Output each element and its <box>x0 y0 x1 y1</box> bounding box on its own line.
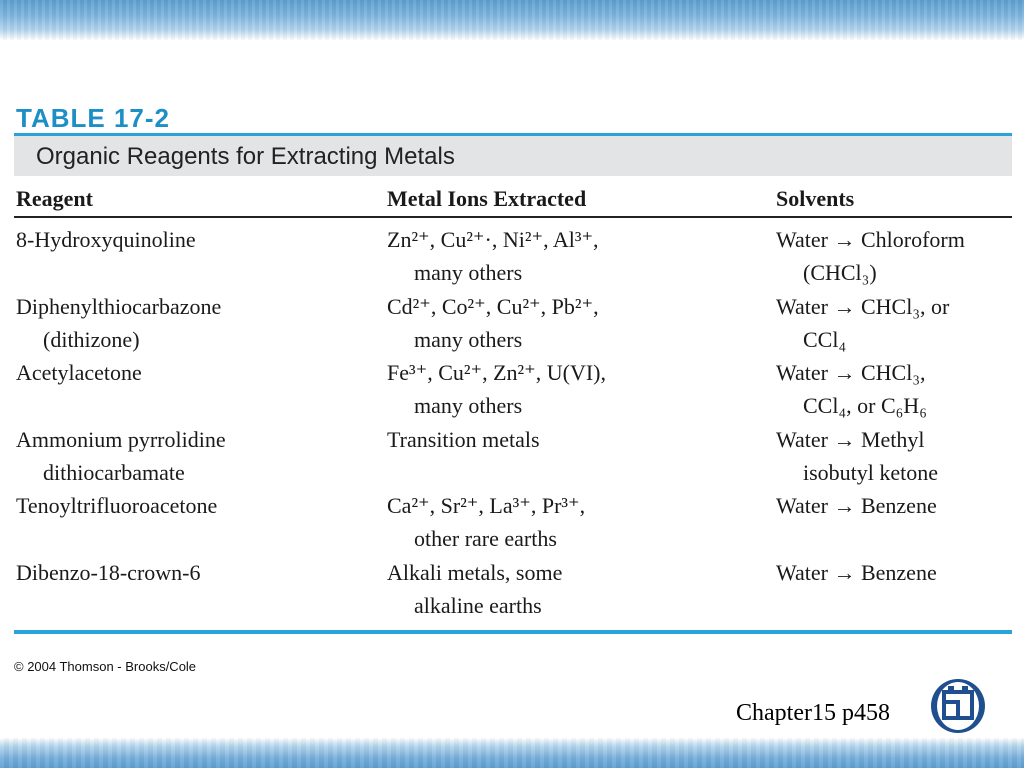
cell-reagent <box>16 290 221 356</box>
cell-metal-ions <box>387 556 562 622</box>
cell-line: Ca²⁺, Sr²⁺, La³⁺, Pr³⁺, <box>387 493 586 518</box>
header-metal-ions: Metal Ions Extracted <box>387 186 587 211</box>
cell-line: Alkali metals, some <box>387 560 563 585</box>
cell-continuation-line: CCl₄ <box>803 327 847 352</box>
cell-line: Diphenylthiocarbazone <box>16 294 222 319</box>
cell-reagent <box>16 223 196 256</box>
header-solvents: Solvents <box>776 186 855 211</box>
cell-continuation-line: many others <box>414 327 523 352</box>
cell-continuation-line: CCl₄, or C₆H₆ <box>803 393 927 418</box>
cell-continuation-line: many others <box>414 260 523 285</box>
bottom-decorative-band <box>0 738 1024 768</box>
cell-metal-ions <box>387 489 585 555</box>
top-decorative-band <box>0 0 1024 40</box>
cell-continuation-line: alkaline earths <box>414 593 542 618</box>
header-reagent: Reagent <box>16 186 93 211</box>
cell-metal-ions <box>387 290 599 356</box>
table-caption: Organic Reagents for Extracting Metals <box>36 143 455 170</box>
cell-continuation-line: isobutyl ketone <box>803 460 939 485</box>
header-rule <box>14 216 1012 218</box>
cell-solvents <box>776 356 927 422</box>
cell-line: Water → Benzene <box>776 493 937 518</box>
cell-solvents <box>776 223 965 289</box>
cell-continuation-line: (CHCl₃) <box>803 260 877 285</box>
cell-continuation-line: (dithizone) <box>43 327 140 352</box>
table-label: TABLE 17-2 <box>16 103 170 133</box>
cell-line: Tenoyltrifluoroacetone <box>16 493 218 518</box>
cell-line: Water → CHCl₃, or <box>776 294 950 319</box>
cell-solvents <box>776 489 937 522</box>
cell-metal-ions <box>387 223 599 289</box>
cell-line: Fe³⁺, Cu²⁺, Zn²⁺, U(VI), <box>387 360 606 385</box>
chapter-reference: Chapter15 p458 <box>736 700 890 726</box>
table-bottom-rule <box>14 630 1012 634</box>
cell-reagent <box>16 556 201 589</box>
table-caption-bar <box>14 133 1012 176</box>
cell-line: Dibenzo-18-crown-6 <box>16 560 201 585</box>
cell-solvents <box>776 290 949 356</box>
cell-reagent <box>16 423 226 489</box>
cell-solvents <box>776 423 938 489</box>
cell-line: Water → Chloroform <box>776 227 965 252</box>
publisher-logo-icon <box>930 678 986 734</box>
cell-line: Water → Methyl <box>776 427 925 452</box>
cell-metal-ions <box>387 423 540 456</box>
cell-continuation-line: many others <box>414 393 523 418</box>
cell-reagent <box>16 489 217 522</box>
cell-line: Transition metals <box>387 427 540 452</box>
cell-continuation-line: other rare earths <box>414 526 557 551</box>
cell-line: Water → Benzene <box>776 560 937 585</box>
cell-reagent <box>16 356 142 389</box>
cell-solvents <box>776 556 937 589</box>
copyright-notice: © 2004 Thomson - Brooks/Cole <box>14 659 197 674</box>
cell-line: Cd²⁺, Co²⁺, Cu²⁺, Pb²⁺, <box>387 294 599 319</box>
cell-metal-ions <box>387 356 606 422</box>
cell-line: Water → CHCl₃, <box>776 360 926 385</box>
cell-line: Acetylacetone <box>16 360 142 385</box>
cell-line: Ammonium pyrrolidine <box>16 427 226 452</box>
cell-line: 8-Hydroxyquinoline <box>16 227 196 252</box>
cell-line: Zn²⁺, Cu²⁺·, Ni²⁺, Al³⁺, <box>387 227 599 252</box>
cell-continuation-line: dithiocarbamate <box>43 460 185 485</box>
